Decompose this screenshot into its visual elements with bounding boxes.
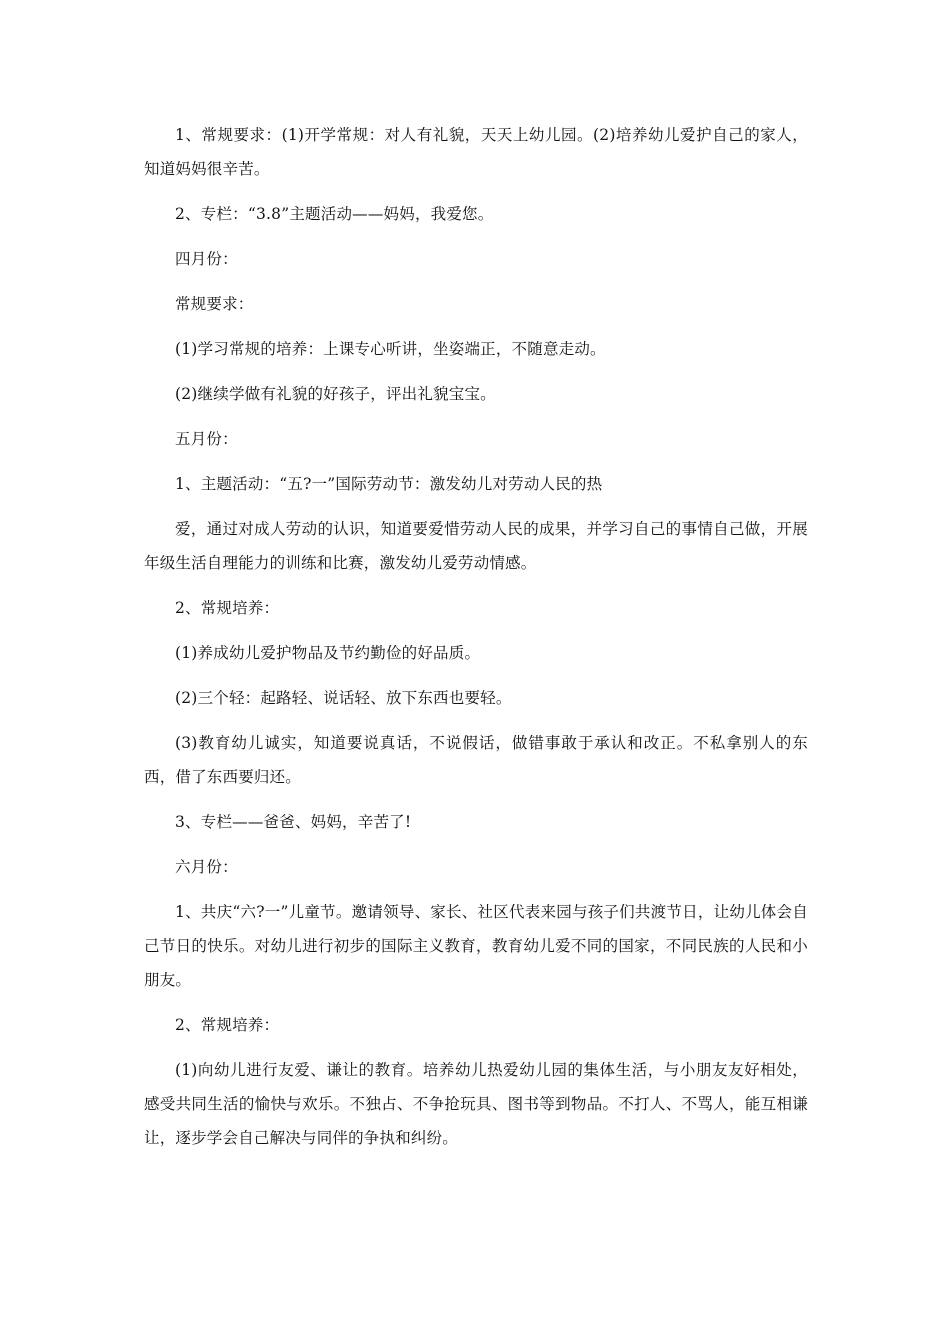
paragraph-april-item-1: (1)学习常规的培养：上课专心听讲，坐姿端正，不随意走动。 [175, 340, 606, 358]
heading-june: 六月份： [175, 858, 238, 876]
paragraph-june-routine-title: 2、常规培养： [175, 1016, 280, 1034]
paragraph-may-routine-title: 2、常规培养： [175, 599, 280, 617]
paragraph-may-item-3: (3)教育幼儿诚实，知道要说真话，不说假话，做错事敢于承认和改正。不私拿别人的东西，借了东西要归还。 [144, 734, 808, 786]
paragraph-april-routine-title: 常规要求： [175, 295, 254, 313]
heading-may: 五月份： [175, 430, 238, 448]
paragraph-june-festival: 1、共庆“六?一”儿童节。邀请领导、家长、社区代表来园与孩子们共渡节日，让幼儿体会自己节日的快乐。对幼儿进行初步的国际主义教育，教育幼儿爱不同的国家，不同民族的人民和小朋友。 [144, 903, 808, 989]
paragraph-march-routine: 1、常规要求：(1)开学常规：对人有礼貌，天天上幼儿园。(2)培养幼儿爱护自己的家人，知道妈妈很辛苦。 [144, 126, 808, 178]
paragraph-june-item-1: (1)向幼儿进行友爱、谦让的教育。培养幼儿热爱幼儿园的集体生活，与小朋友友好相处，感受共同生活的愉快与欢乐。不独占、不争抢玩具、图书等到物品。不打人、不骂人，能互相谦让，逐步学会自己解决与同伴的争执和纠纷。 [144, 1061, 808, 1147]
paragraph-april-item-2: (2)继续学做有礼貌的好孩子，评出礼貌宝宝。 [175, 385, 496, 403]
paragraph-may-theme-continued: 爱，通过对成人劳动的认识，知道要爱惜劳动人民的成果，并学习自己的事情自己做，开展年级生活自理能力的训练和比赛，激发幼儿爱劳动情感。 [144, 520, 808, 572]
paragraph-may-theme: 1、主题活动：“五?一”国际劳动节：激发幼儿对劳动人民的热 [175, 475, 603, 493]
paragraph-may-item-1: (1)养成幼儿爱护物品及节约勤俭的好品质。 [175, 644, 481, 662]
paragraph-march-column: 2、专栏：“3.8”主题活动——妈妈，我爱您。 [175, 205, 494, 223]
heading-april: 四月份： [175, 250, 238, 268]
document-body [144, 118, 808, 1166]
paragraph-may-item-2: (2)三个轻：起路轻、说话轻、放下东西也要轻。 [175, 689, 512, 707]
paragraph-may-column: 3、专栏——爸爸、妈妈，辛苦了! [175, 813, 412, 831]
